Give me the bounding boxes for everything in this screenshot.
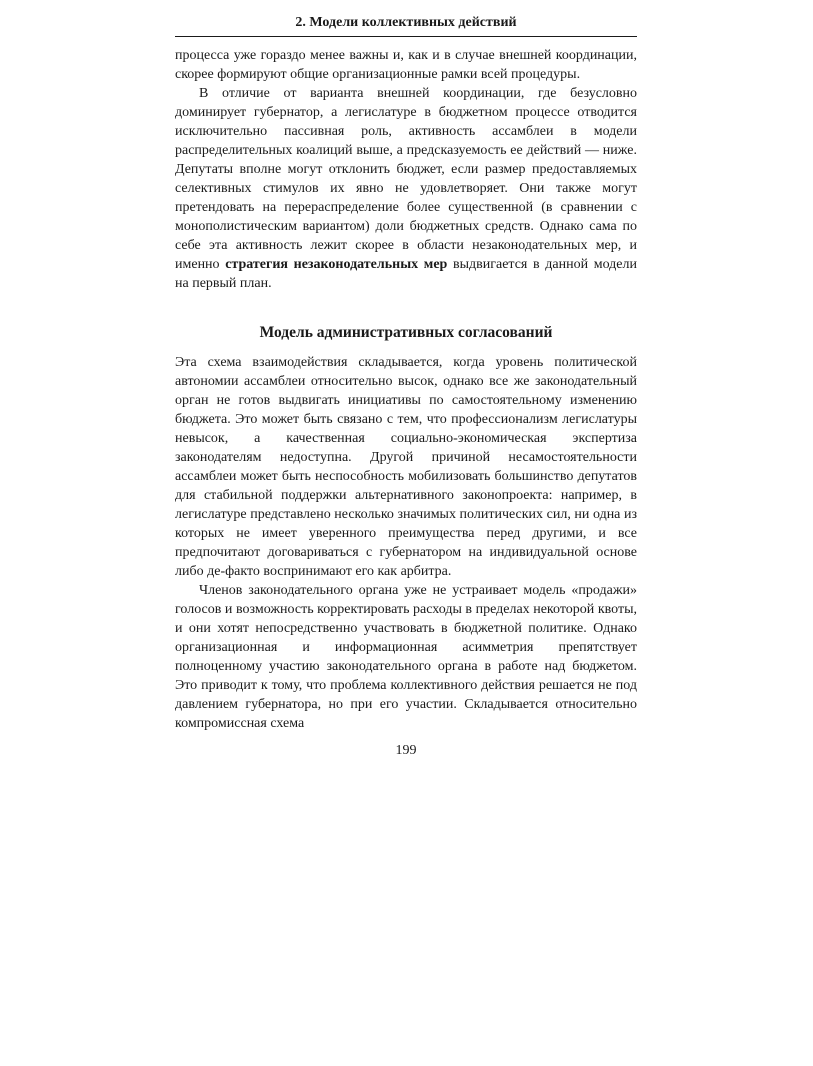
running-head: 2. Модели коллективных действий — [175, 14, 637, 37]
paragraph-tail: выдвигается в данной модели на первый план. — [175, 257, 637, 291]
section-heading: Модель административных согласований — [259, 324, 553, 341]
paragraph-continuation: процесса уже гораздо менее важны и, как и в случае внешней координации, скорее формируют общие организационные рамки всей процедуры. — [175, 48, 637, 82]
paragraph-scheme: Эта схема взаимодействия складывается, когда уровень политической автономии ассамблеи относительно высок, однако все же законодательный орган не готов выдвигать инициативы по самостоятельному изменению бюджета. Это может быть связано с тем, что профессионализм легислатуры невысок, а качественная социально-экономическая экспертиза законодателям недоступна. Другой причиной несамостоятельности ассамблеи может быть неспособность мобилизовать большинство депутатов для стабильной поддержки альтернативного законопроекта: например, в легислатуре представлено несколько значимых политических сил, ни одна из которых не имеет уверенного преимущества перед другими, и все предпочитают договариваться с губернатором на индивидуальной основе либо де-факто воспринимают его как арбитра. — [175, 355, 637, 579]
paragraph-external-coordination — [175, 84, 637, 293]
book-page — [175, 14, 637, 760]
page-number: 199 — [395, 743, 417, 758]
paragraph-members: Членов законодательного органа уже не устраивает модель «продажи» голосов и возможность корректировать расходы в пределах некоторой квоты, и они хотят непосредственно участвовать в бюджетной политике. Однако организационная и информационная асимметрия препятствует полноценному участию законодательного органа в работе над бюджетом. Это приводит к тому, что проблема коллективного действия решается не под давлением губернатора, но при его участии. Складывается относительно компромиссная схема — [175, 583, 637, 731]
emphasis-strategy: стратегия незаконодательных мер — [225, 257, 448, 272]
paragraph-text: В отличие от варианта внешней координации, где безусловно доминирует губернатор, а легислатуре в бюджетном процессе отводится исключительно пассивная роль, активность ассамблеи в модели распределительных коалиций выше, а предсказуемость ее действий — ниже. Депутаты вполне могут отклонить бюджет, если размер предоставляемых селективных стимулов их явно не удовлетворяет. Они также могут претендовать на перераспределение более существенной (в сравнении с монополистическим вариантом) доли бюджетных средств. Однако сама по себе эта активность лежит скорее в области незаконодательных мер, и именно — [175, 86, 637, 272]
